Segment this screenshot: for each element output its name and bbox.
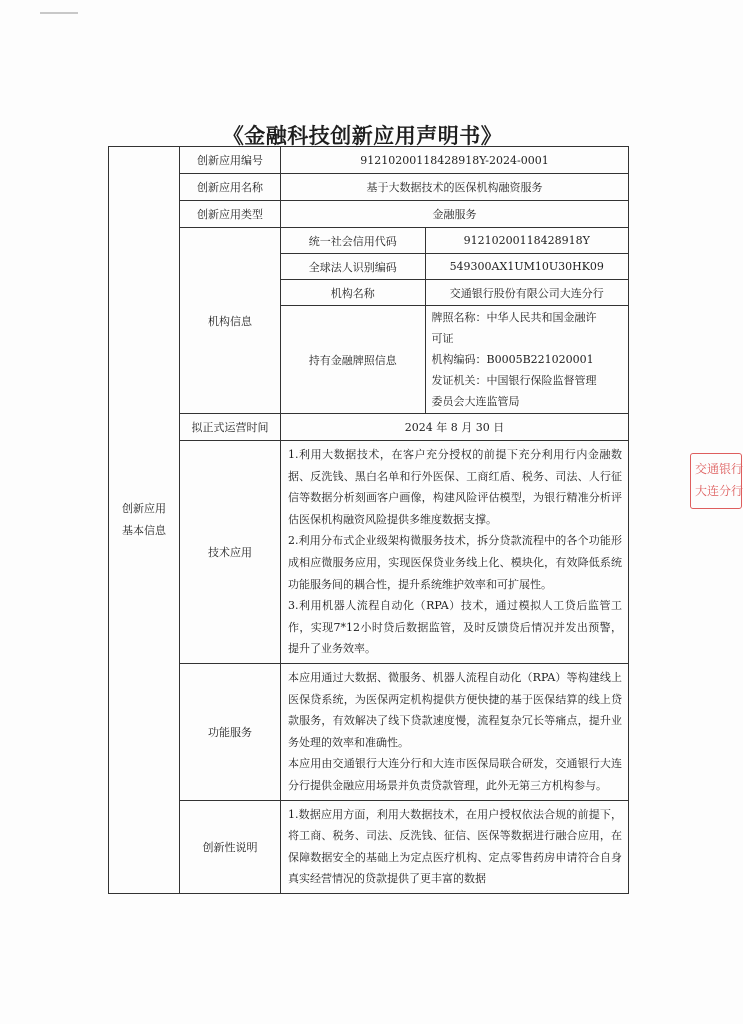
tech-paragraph: 2.利用分布式企业级架构微服务技术，拆分贷款流程中的各个功能形成相应微服务应用，实现医保贷业务线上化、模块化，有效降低系统功能服务间的耦合性，提升系统维护效率和可扩展性。 [288, 534, 623, 591]
app-name-label: 创新应用名称 [180, 174, 281, 201]
lei-label: 全球法人识别编码 [281, 254, 425, 280]
function-label: 功能服务 [180, 663, 281, 800]
document-title: 《金融科技创新应用声明书》 [222, 124, 503, 149]
row-function [109, 663, 629, 800]
function-content [281, 663, 629, 800]
launch-value: 2024 年 8 月 30 日 [281, 414, 629, 441]
app-type-value: 金融服务 [281, 201, 629, 228]
row-institution [109, 228, 629, 414]
row-app-id [109, 147, 629, 174]
lei-value: 549300AX1UM10U30HK09 [425, 254, 628, 280]
row-innovation [109, 800, 629, 893]
institution-subtable-cell [281, 228, 629, 414]
app-id-value: 91210200118428918Y-2024-0001 [281, 147, 629, 174]
app-type-label: 创新应用类型 [180, 201, 281, 228]
credit-code-value: 91210200118428918Y [425, 228, 628, 254]
institution-subtable [281, 228, 628, 413]
bank-seal [686, 453, 743, 513]
innovation-paragraph: 1.数据应用方面，利用大数据技术，在用户授权依法合规的前提下，将工商、税务、司法、反洗钱、征信、医保等数据进行融合应用，在保障数据安全的基础上为定点医疗机构、定点零售药房申请符合自身真实经营情况的贷款提供了更丰富的数据 [288, 807, 623, 886]
launch-label: 拟正式运营时间 [180, 414, 281, 441]
license-info [425, 306, 628, 414]
app-name-value: 基于大数据技术的医保机构融资服务 [281, 174, 629, 201]
license-label: 持有金融牌照信息 [281, 306, 425, 414]
row-app-type [109, 201, 629, 228]
license-line: 机构编码：B0005B221020001 [431, 353, 594, 366]
license-line: 发证机关：中国银行保险监督管理 [431, 374, 597, 387]
innovation-label: 创新性说明 [180, 800, 281, 893]
tech-paragraph: 1.利用大数据技术，在客户充分授权的前提下充分利用行内金融数据、反洗钱、黑白名单和行外医保、工商红盾、税务、司法、人行征信等数据分析刻画客户画像，构建风险评估模型，为银行精准分析评估医保机构融资风险提供多维度数据支撑。 [288, 448, 623, 526]
license-line: 可证 [431, 332, 454, 345]
seal-line: 交通银行 [695, 462, 743, 476]
row-launch [109, 414, 629, 441]
function-paragraph: 本应用由交通银行大连分行和大连市医保局联合研发，交通银行大连分行提供金融应用场景并负责贷款管理，此外无第三方机构参与。 [288, 757, 623, 792]
scan-mark [40, 12, 78, 14]
institution-name-label: 机构名称 [281, 280, 425, 306]
license-line: 牌照名称：中华人民共和国金融许 [431, 311, 597, 324]
tech-paragraph: 3.利用机器人流程自动化（RPA）技术，通过模拟人工贷后监管工作，实现7*12小时贷后数据监管，及时反馈贷后情况并发出预警，提升了业务效率。 [288, 599, 623, 656]
row-tech [109, 441, 629, 664]
outer-label-cell [109, 147, 180, 894]
innovation-content [281, 800, 629, 893]
app-id-label: 创新应用编号 [180, 147, 281, 174]
credit-code-label: 统一社会信用代码 [281, 228, 425, 254]
tech-label: 技术应用 [180, 441, 281, 664]
license-line: 委员会大连监管局 [431, 395, 520, 408]
institution-name-value: 交通银行股份有限公司大连分行 [425, 280, 628, 306]
seal-line: 大连分行 [695, 484, 743, 498]
institution-label: 机构信息 [180, 228, 281, 414]
tech-content [281, 441, 629, 664]
outer-label: 创新应用基本信息 [122, 501, 166, 537]
seal-frame [690, 453, 742, 509]
declaration-form-table [108, 146, 629, 894]
row-app-name [109, 174, 629, 201]
function-paragraph: 本应用通过大数据、微服务、机器人流程自动化（RPA）等构建线上医保贷系统，为医保两定机构提供方便快捷的基于医保结算的线上贷款服务，有效解决了线下贷款速度慢，流程复杂冗长等痛点，提升业务处理的效率和准确性。 [288, 670, 623, 749]
